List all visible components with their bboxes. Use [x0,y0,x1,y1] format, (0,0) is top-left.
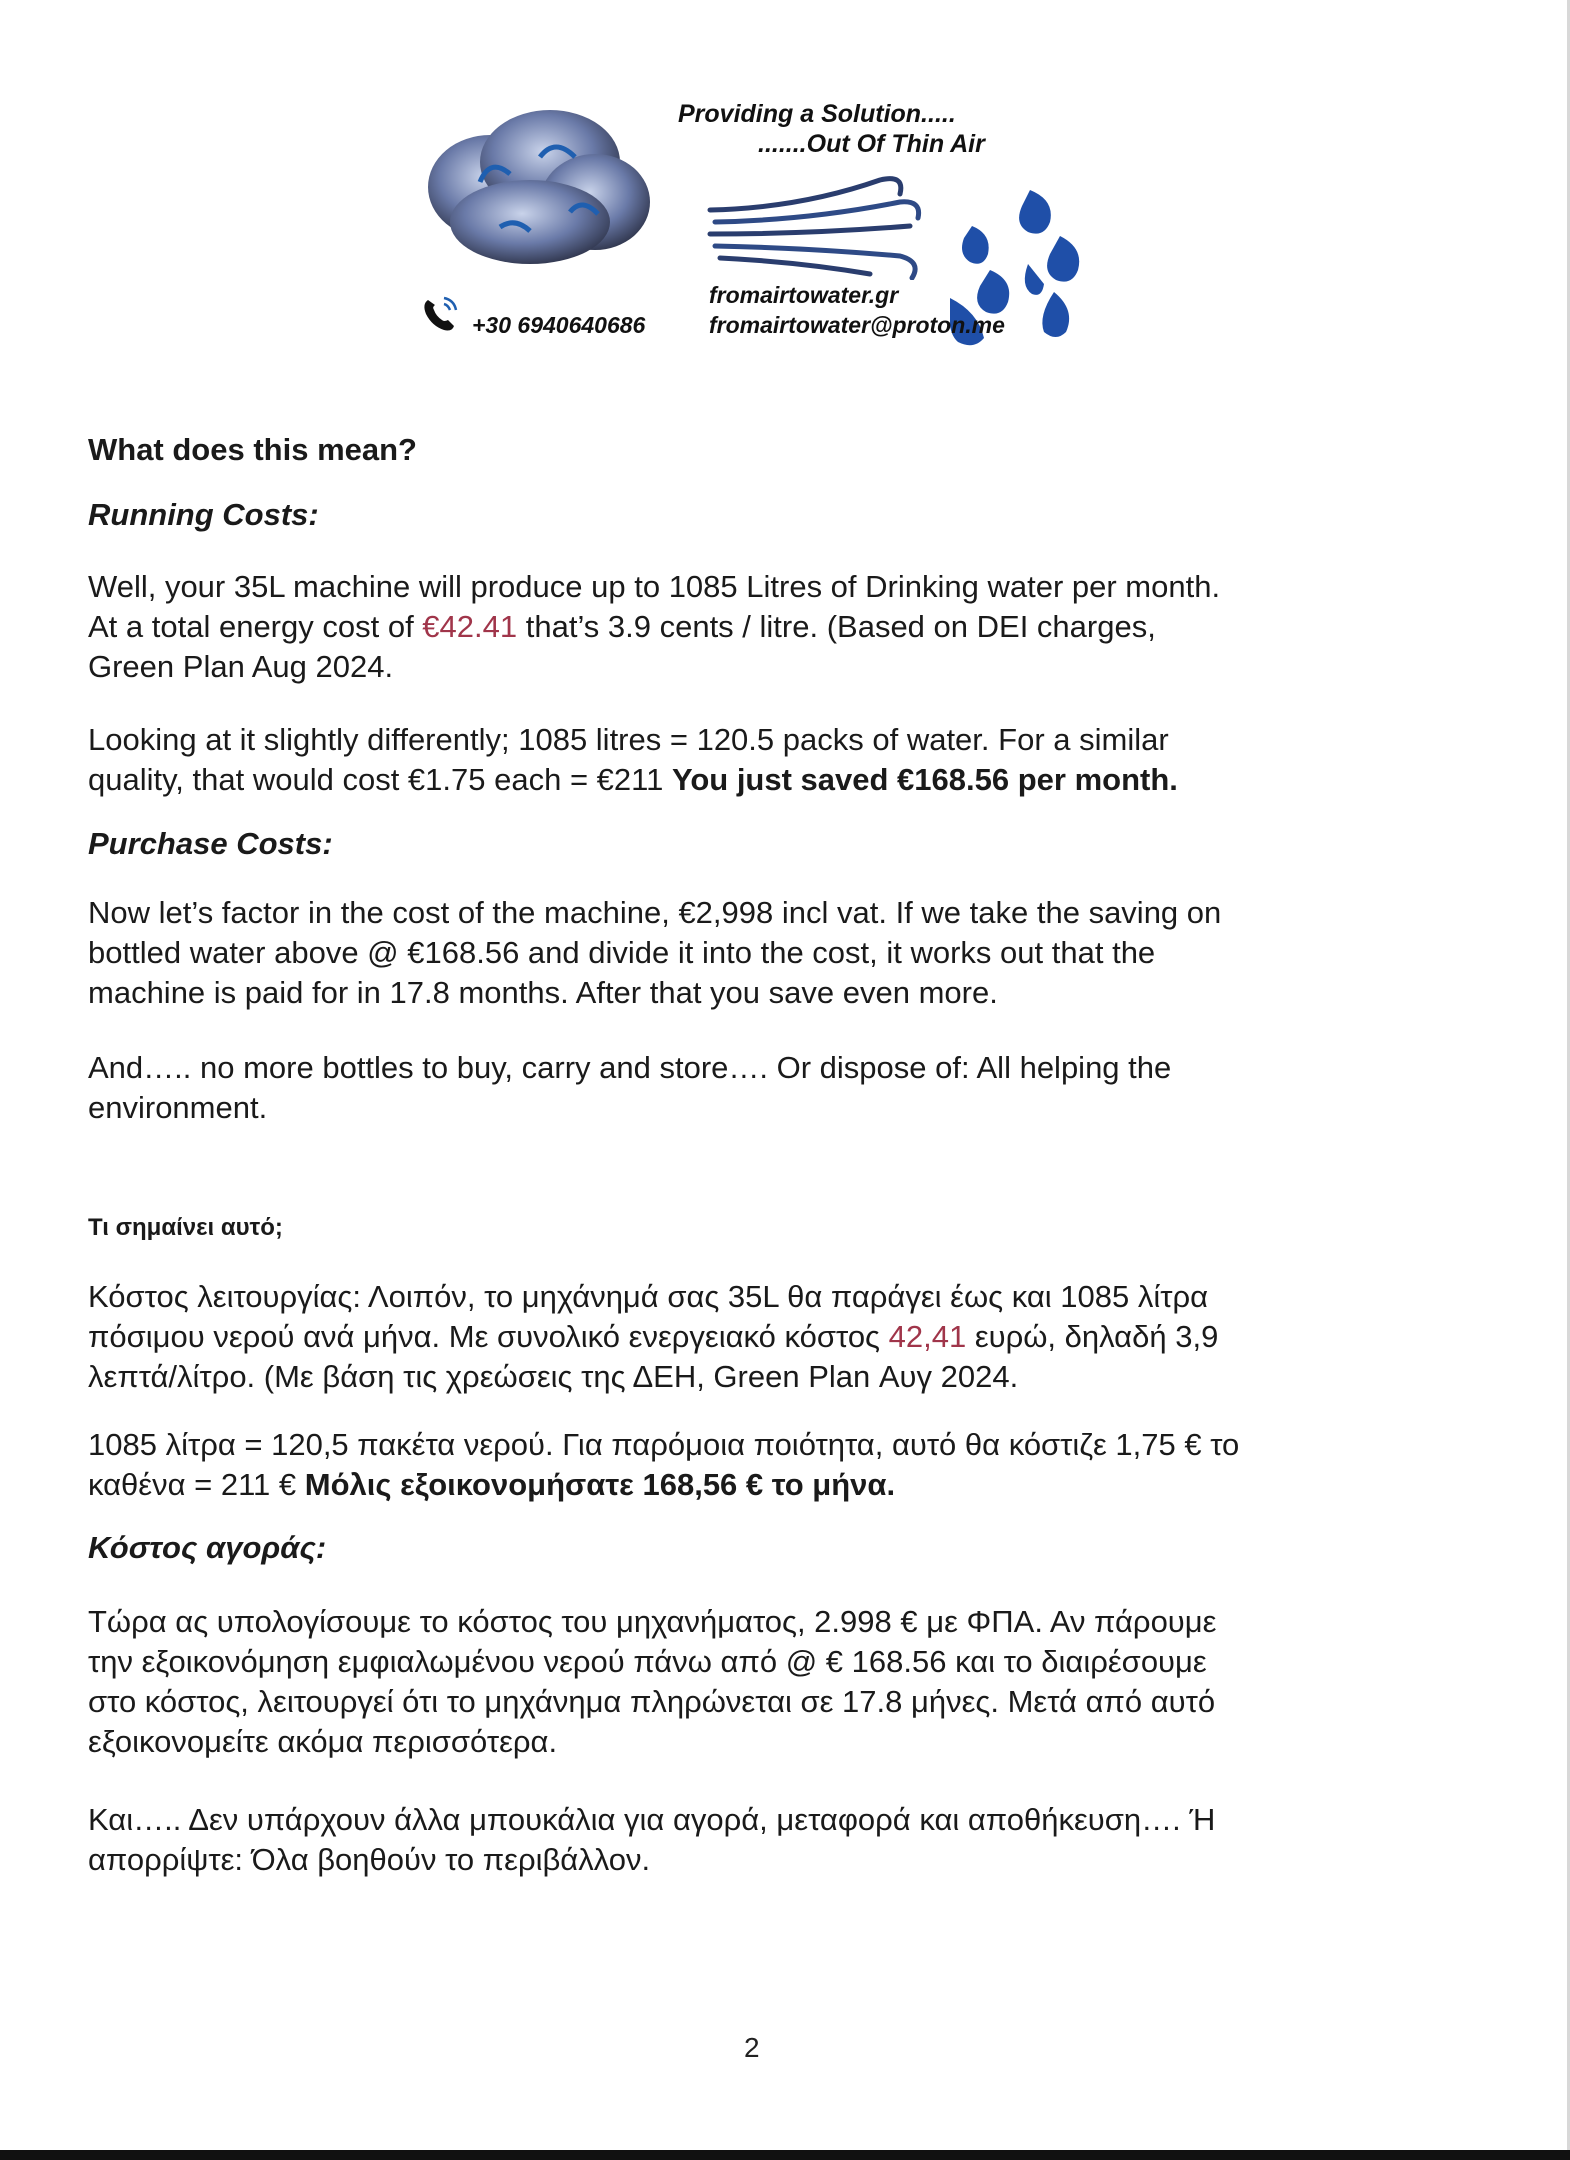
en-purchase-costs-heading: Purchase Costs: [88,826,333,861]
en-running-costs-heading: Running Costs: [88,497,319,532]
cloud-logo-icon [420,102,660,272]
el-environment-paragraph: Και….. Δεν υπάρχουν άλλα μπουκάλια για αγορά, μεταφορά και αποθήκευση…. Ή απορρίψτε: Όλα βοηθούν το περιβάλλον. [88,1802,1216,1877]
wind-icon [700,170,930,280]
el-heading: Τι σημαίνει αυτό; [88,1214,283,1241]
phone-number: +30 6940640686 [472,312,646,338]
en-purchase-costs-paragraph: Now let’s factor in the cost of the machine, €2,998 incl vat. If we take the saving on bottled water above @ €168.56 and divide it into the cost, it works out that the machine is paid for in 17.8 months. After that you save even more. [88,895,1222,1010]
email-link[interactable]: fromairtowater@proton.me [709,312,1005,338]
el-savings-paragraph: 1085 λίτρα = 120,5 πακέτα νερού. Για παρόμοια ποιότητα, αυτό θα κόστιζε 1,75 € το καθένα = 211 € Μόλις εξοικονομήσατε 168,56 € το μήνα. [88,1427,1240,1502]
el-purchase-costs-paragraph: Τώρα ας υπολογίσουμε το κόστος του μηχανήματος, 2.998 € με ΦΠΑ. Αν πάρουμε την εξοικονόμηση εμφιαλωμένου νερού πάνω από @ € 168.56 και το διαιρέσουμε στο κόστος, λειτουργεί ότι το μηχάνημα πληρώνεται σε 17.8 μήνες. Μετά από αυτό εξοικονομείτε ακόμα περισσότερα. [88,1604,1217,1759]
en-environment-paragraph: And….. no more bottles to buy, carry and store…. Or dispose of: All helping the environment. [88,1050,1172,1125]
page-number: 2 [744,2032,760,2063]
tagline-line-2: .......Out Of Thin Air [758,130,985,158]
en-monthly-saving-highlight: You just saved €168.56 per month. [671,762,1178,797]
scan-edge-bottom [0,2150,1570,2160]
el-running-costs-paragraph: Κόστος λειτουργίας: Λοιπόν, το μηχάνημά σας 35L θα παράγει έως και 1085 λίτρα πόσιμου νερού ανά μήνα. Με συνολικό ενεργειακό κόστος 42,41 ευρώ, δηλαδή 3,9 λεπτά/λίτρο. (Με βάση τις χρεώσεις της ΔΕΗ, Green Plan Αυγ 2024. [88,1279,1219,1394]
phone-icon [420,294,460,334]
el-energy-cost-value: 42,41 [888,1319,967,1354]
en-heading: What does this mean? [88,432,417,467]
energy-cost-value: €42.41 [422,609,518,644]
website-link[interactable]: fromairtowater.gr [709,282,899,308]
tagline-line-1: Providing a Solution..... [678,100,956,128]
el-monthly-saving-highlight: Μόλις εξοικονομήσατε 168,56 € το μήνα. [304,1467,896,1502]
en-running-costs-paragraph: Well, your 35L machine will produce up to 1085 Litres of Drinking water per month. At a total energy cost of €42.41 that’s 3.9 cents / litre. (Based on DEI charges, Green Plan Aug 2024. [88,569,1221,684]
en-savings-paragraph: Looking at it slightly differently; 1085 litres = 120.5 packs of water. For a similar quality, that would cost €1.75 each = €211 You just saved €168.56 per month. [88,722,1178,797]
company-logo-header [420,88,1100,358]
el-purchase-costs-heading: Κόστος αγοράς: [88,1530,327,1565]
